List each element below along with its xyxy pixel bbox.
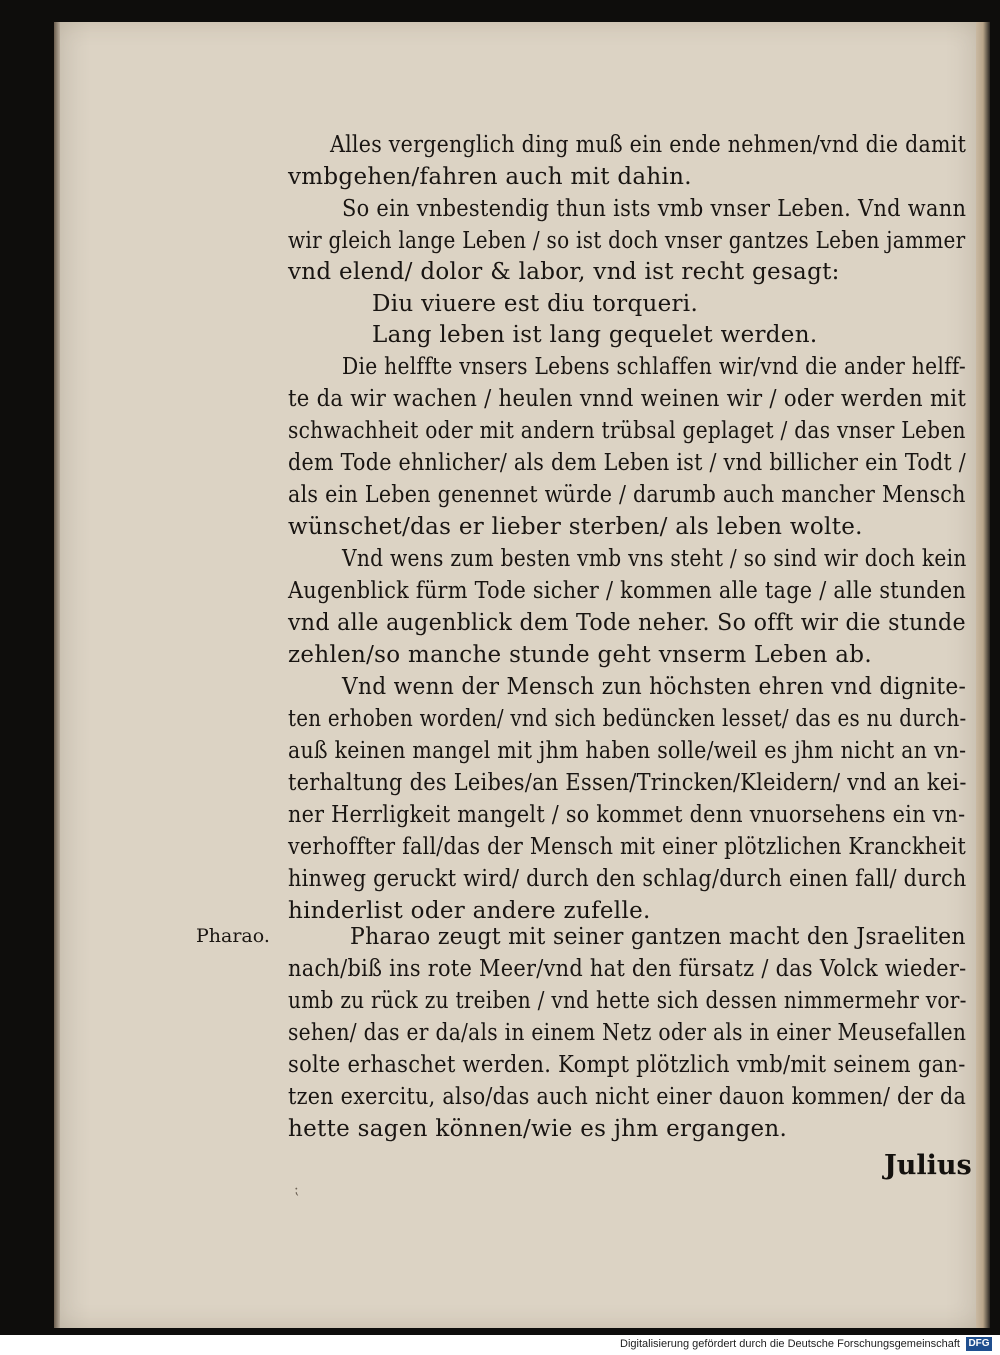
text-line: ten erhoben worden/ vnd sich bedüncken lesset/ das es nu durch-	[288, 706, 967, 732]
text-line: schwachheit oder mit andern trübsal geplaget / das vnser Leben	[288, 418, 966, 444]
text-line: zehlen/so manche stunde geht vnserm Leben ab.	[288, 642, 872, 668]
text-line: dem Tode ehnlicher/ als dem Leben ist / vnd billicher ein Todt /	[288, 450, 967, 476]
text-line: te da wir wachen / heulen vnnd weinen wir / oder werden mit	[288, 386, 967, 412]
text-line: verhoffter fall/das der Mensch mit einer plötzlichen Kranckheit	[288, 834, 967, 860]
text-line: Die helffte vnsers Lebens schlaffen wir/vnd die ander helff-	[342, 354, 966, 380]
text-line: vnd alle augenblick dem Tode neher. So offt wir die stunde	[288, 610, 966, 636]
text-line: terhaltung des Leibes/an Essen/Trincken/Kleidern/ vnd an kei-	[288, 770, 967, 796]
text-line: wünschet/das er lieber sterben/ als leben wolte.	[288, 514, 863, 540]
text-line: als ein Leben genennet würde / darumb auch mancher Mensch	[288, 482, 966, 508]
paper-mark: ⁏	[294, 1182, 299, 1198]
text-line: Pharao zeugt mit seiner gantzen macht den Jsraeliten	[350, 924, 966, 950]
text-line: ner Herrligkeit mangelt / so kommet denn vnuorsehens ein vn-	[288, 802, 966, 828]
footer-bar	[0, 1335, 1000, 1355]
text-line: tzen exercitu, also/das auch nicht einer dauon kommen/ der da	[288, 1084, 967, 1110]
text-line: So ein vnbestendig thun ists vmb vnser Leben. Vnd wann	[342, 196, 967, 222]
text-line: solte erhaschet werden. Kompt plötzlich vmb/mit seinem gan-	[288, 1052, 966, 1078]
text-line: vmbgehen/fahren auch mit dahin.	[288, 164, 692, 190]
text-line: auß keinen mangel mit jhm haben solle/weil es jhm nicht an vn-	[288, 738, 967, 764]
text-line: hinderlist oder andere zufelle.	[288, 898, 651, 924]
marginal-note: Pharao.	[196, 925, 270, 947]
text-line: Diu viuere est diu torqueri.	[372, 291, 699, 317]
text-line: Alles vergenglich ding muß ein ende nehmen/vnd die damit	[330, 132, 967, 158]
text-line: umb zu rück zu treiben / vnd hette sich dessen nimmermehr vor-	[288, 988, 967, 1014]
text-line: wir gleich lange Leben / so ist doch vnser gantzes Leben jammer	[288, 228, 966, 254]
text-line: hinweg geruckt wird/ durch den schlag/durch einen fall/ durch	[288, 866, 967, 892]
text-line: Lang leben ist lang gequelet werden.	[372, 322, 818, 348]
text-line: nach/biß ins rote Meer/vnd hat den fürsatz / das Volck wieder-	[288, 956, 967, 982]
page-right-edge	[976, 22, 990, 1328]
funding-credit: Digitalisierung gefördert durch die Deutsche Forschungsgemeinschaft	[620, 1338, 960, 1350]
page-left-edge	[54, 22, 60, 1328]
text-line: Vnd wens zum besten vmb vns steht / so sind wir doch kein	[342, 546, 967, 572]
catchword: Julius	[884, 1150, 972, 1181]
text-line: sehen/ das er da/als in einem Netz oder als in einer Meusefallen	[288, 1020, 967, 1046]
text-line: Vnd wenn der Mensch zun höchsten ehren vnd dignite-	[342, 674, 967, 700]
text-line: Augenblick fürm Tode sicher / kommen alle tage / alle stunden	[288, 578, 967, 604]
text-line: vnd elend/ dolor & labor, vnd ist recht gesagt:	[288, 259, 840, 285]
dfg-logo: DFG	[966, 1337, 992, 1351]
text-line: hette sagen können/wie es jhm ergangen.	[288, 1116, 788, 1142]
